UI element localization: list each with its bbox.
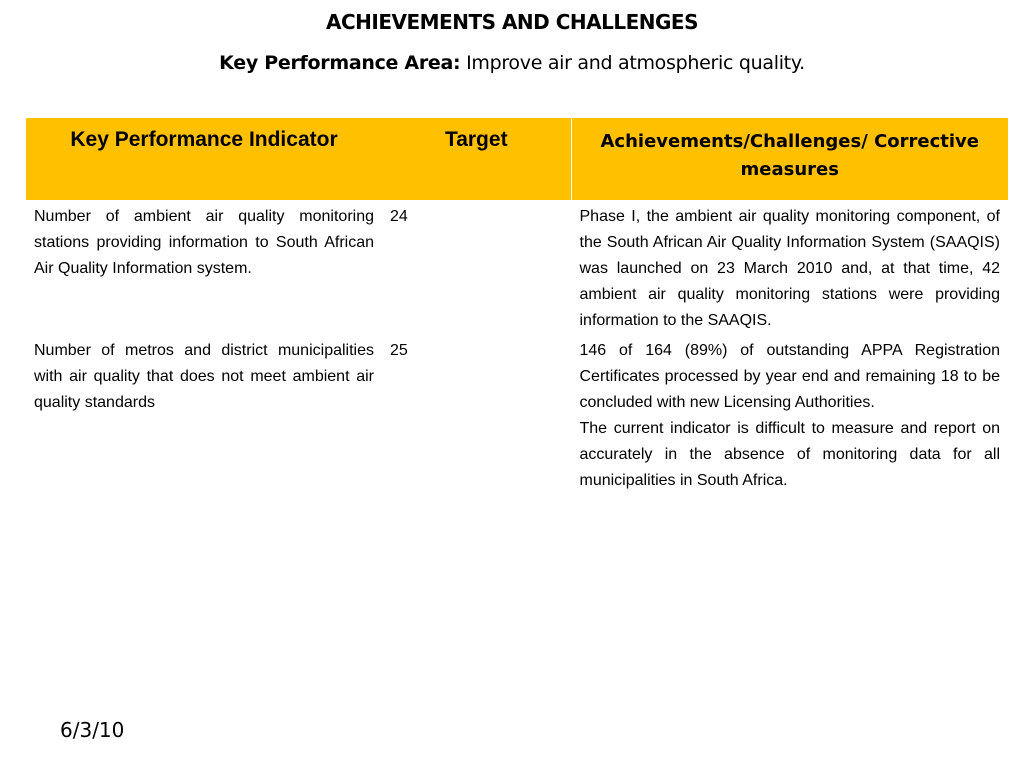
row-achievements [571, 200, 1008, 334]
row-target: 25 [390, 342, 408, 359]
achievement-paragraph: Phase I, the ambient air quality monitoring component, of the South African Air Quality Information System (SAAQIS) was launched on 23 March 2010 and, at that time, 42 ambient air quality monitoring stations were providing information to the SAAQIS. [579, 208, 1000, 329]
table-row [26, 200, 1008, 334]
kpi-table [26, 118, 1008, 494]
kpa-subtitle [0, 52, 1024, 74]
header-achievements: Achievements/Challenges/ Corrective measures [571, 118, 1008, 200]
achievement-paragraph: 146 of 164 (89%) of outstanding APPA Registration Certificates processed by year end and remaining 18 to be concluded with new Licensing Authorities. [579, 342, 1000, 411]
header-target: Target [382, 118, 571, 200]
row-target: 24 [390, 208, 408, 225]
row-indicator: Number of ambient air quality monitoring stations providing information to South African Air Quality Information system. [34, 208, 374, 277]
row-indicator: Number of metros and district municipalities with air quality that does not meet ambient air quality standards [34, 342, 374, 411]
achievement-paragraph: The current indicator is difficult to measure and report on accurately in the absence of monitoring data for all municipalities in South Africa. [579, 420, 1000, 489]
slide-title: ACHIEVEMENTS AND CHALLENGES [326, 10, 698, 34]
row-achievements [571, 334, 1008, 494]
kpa-value: Improve air and atmospheric quality. [466, 52, 805, 74]
table-row [26, 334, 1008, 494]
slide-date: 6/3/10 [60, 718, 125, 742]
table-header-row [26, 118, 1008, 200]
kpa-label: Key Performance Area: [219, 52, 461, 74]
header-indicator: Key Performance Indicator [26, 118, 382, 200]
